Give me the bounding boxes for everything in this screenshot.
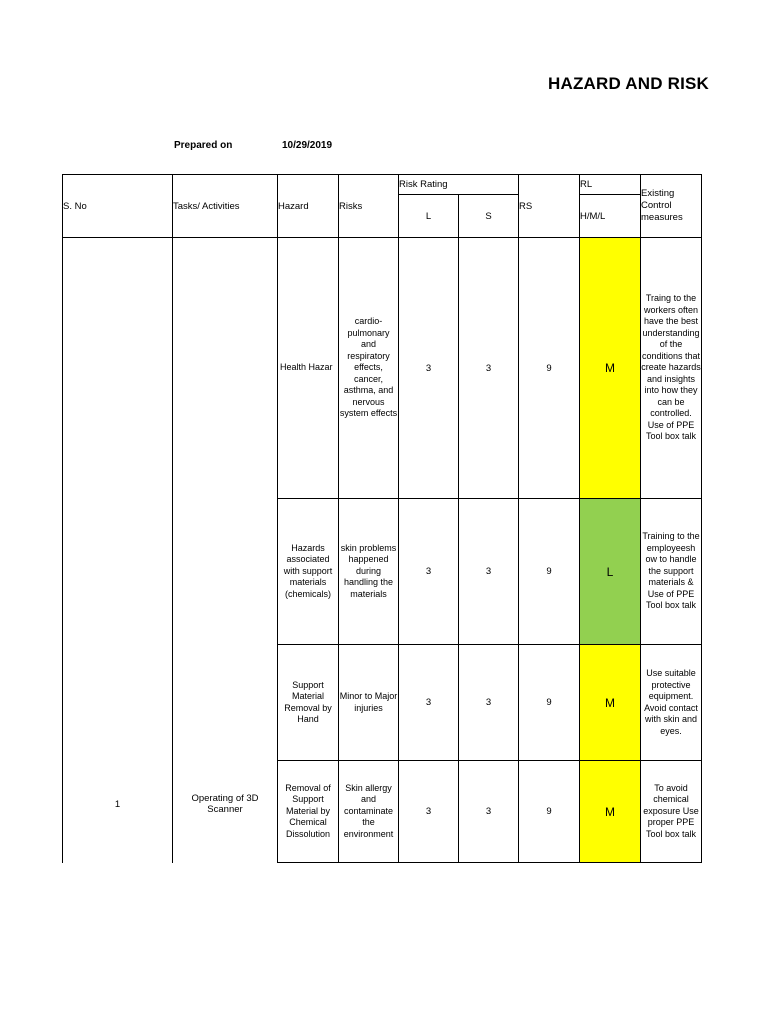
risk-cell: skin problems happened during handling the materials: [339, 499, 399, 645]
rl-cell: M: [580, 645, 641, 761]
header-existing-control: Existing Control measures: [641, 175, 702, 238]
rs-cell: 9: [519, 238, 580, 499]
l-cell: 3: [399, 238, 459, 499]
header-l: L: [399, 195, 459, 238]
prepared-on-date: 10/29/2019: [282, 140, 333, 151]
l-cell: 3: [399, 645, 459, 761]
rl-cell: L: [580, 499, 641, 645]
hazard-cell: Support Material Removal by Hand: [278, 645, 339, 761]
header-risks: Risks: [339, 175, 399, 238]
control-cell: To avoid chemical exposure Use proper PPE Tool box talk: [641, 761, 702, 863]
header-rl-sub: H/M/L: [580, 195, 641, 238]
control-cell: Traing to the workers often have the best understanding of the conditions that create hazards and insights into how they can be controlled. Use of PPE Tool box talk: [641, 238, 702, 499]
header-rl: RL: [580, 175, 641, 195]
header-risk-rating: Risk Rating: [399, 175, 519, 195]
hazard-cell: Removal of Support Material by Chemical Dissolution: [278, 761, 339, 863]
sno-cell: 1: [63, 238, 173, 863]
l-cell: 3: [399, 499, 459, 645]
rs-cell: 9: [519, 499, 580, 645]
header-s: S: [459, 195, 519, 238]
rs-cell: 9: [519, 761, 580, 863]
header-rs: RS: [519, 175, 580, 238]
risk-cell: Minor to Major injuries: [339, 645, 399, 761]
table-row: [63, 238, 702, 499]
prepared-on-label: Prepared on: [174, 140, 233, 151]
document-title: HAZARD AND RISK: [548, 74, 710, 93]
rl-cell: M: [580, 761, 641, 863]
control-cell: Use suitable protective equipment. Avoid contact with skin and eyes.: [641, 645, 702, 761]
risk-cell: cardio-pulmonary and respiratory effects, cancer, asthma, and nervous system effects: [339, 238, 399, 499]
control-cell: Training to the employeesh ow to handle the support materials & Use of PPE Tool box talk: [641, 499, 702, 645]
s-cell: 3: [459, 499, 519, 645]
hazard-risk-table: [62, 174, 702, 863]
hazard-cell: Hazards associated with support materials (chemicals): [278, 499, 339, 645]
hazard-cell: Health Hazar: [278, 238, 339, 499]
risk-cell: Skin allergy and contaminate the environment: [339, 761, 399, 863]
rs-cell: 9: [519, 645, 580, 761]
s-cell: 3: [459, 645, 519, 761]
l-cell: 3: [399, 761, 459, 863]
s-cell: 3: [459, 761, 519, 863]
header-hazard: Hazard: [278, 175, 339, 238]
rl-cell: M: [580, 238, 641, 499]
header-sno: S. No: [63, 175, 173, 238]
s-cell: 3: [459, 238, 519, 499]
header-tasks: Tasks/ Activities: [173, 175, 278, 238]
task-cell: Operating of 3D Scanner: [173, 238, 278, 863]
